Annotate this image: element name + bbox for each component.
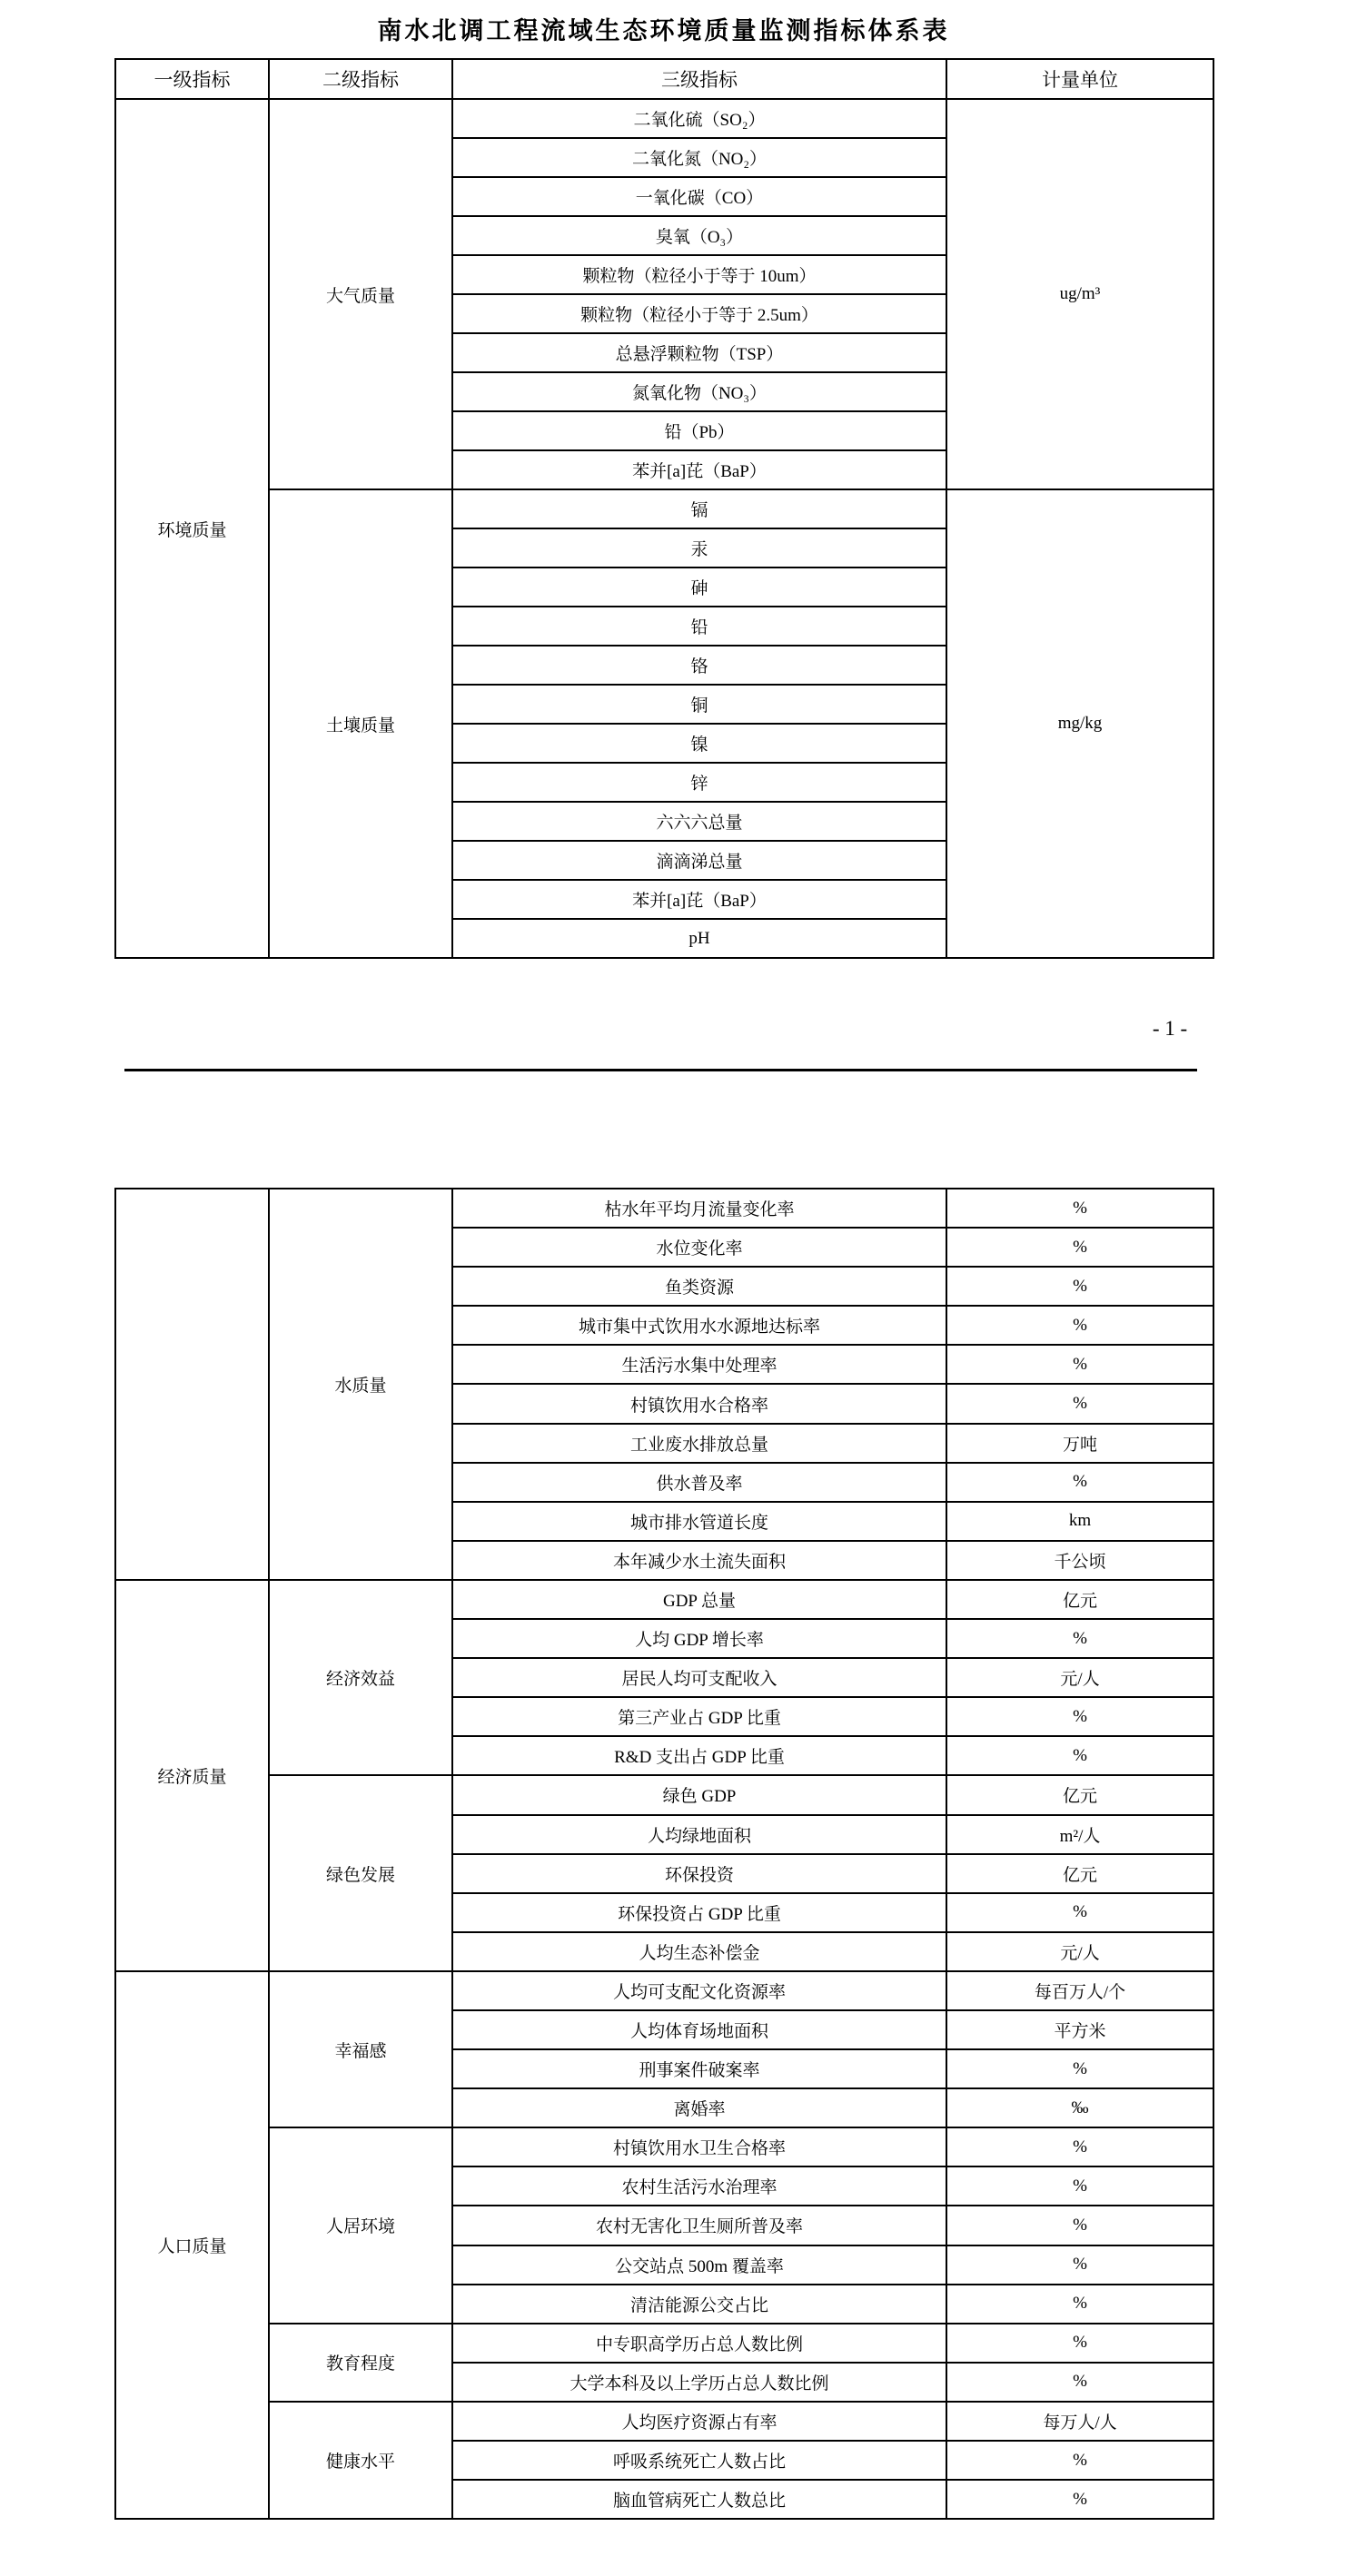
unit-cell: % [946,1228,1213,1267]
unit-cell: 万吨 [946,1424,1213,1463]
page-title: 南水北调工程流域生态环境质量监测指标体系表 [377,17,950,44]
unit-cell: % [946,1345,1213,1384]
level3-indicator-cell: 人均绿地面积 [452,1815,946,1854]
indicator-table-page2 [114,1188,1214,2520]
level2-indicator-cell: 水质量 [269,1189,452,1580]
unit-cell: % [946,2324,1213,2363]
unit-cell: ‰ [946,2088,1213,2127]
level3-indicator-cell: 第三产业占 GDP 比重 [452,1697,946,1736]
unit-cell: 每百万人/个 [946,1971,1213,2010]
unit-cell: % [946,1697,1213,1736]
level3-indicator-cell: 呼吸系统死亡人数占比 [452,2441,946,2480]
level3-indicator-cell: 农村生活污水治理率 [452,2166,946,2206]
level3-indicator-cell: 人均生态补偿金 [452,1932,946,1971]
level3-indicator-cell: 人均可支配文化资源率 [452,1971,946,2010]
level3-indicator-cell: 供水普及率 [452,1463,946,1502]
level2-indicator-cell: 幸福感 [269,1971,452,2127]
level3-indicator-cell: R&D 支出占 GDP 比重 [452,1736,946,1775]
unit-cell: % [946,2166,1213,2206]
unit-cell: % [946,1463,1213,1502]
level2-indicator-cell: 土壤质量 [269,489,452,958]
level2-indicator-cell: 绿色发展 [269,1775,452,1970]
table-row [115,2324,1213,2363]
level3-indicator-cell: 人均体育场地面积 [452,2010,946,2049]
level3-indicator-cell: 离婚率 [452,2088,946,2127]
unit-cell: % [946,2363,1213,2402]
level3-indicator-cell: 村镇饮用水合格率 [452,1384,946,1423]
level3-indicator-cell: 公交站点 500m 覆盖率 [452,2245,946,2285]
level3-indicator-cell: 镉 [452,489,946,528]
level2-indicator-cell: 人居环境 [269,2127,452,2323]
level3-indicator-cell: 苯并[a]芘（BaP） [452,450,946,489]
unit-cell: 亿元 [946,1854,1213,1893]
level1-indicator-cell [115,1189,269,1580]
level3-indicator-cell: 本年减少水土流失面积 [452,1541,946,1580]
level3-indicator-cell: 总悬浮颗粒物（TSP） [452,333,946,372]
level3-indicator-cell: 大学本科及以上学历占总人数比例 [452,2363,946,2402]
level3-indicator-cell: 居民人均可支配收入 [452,1658,946,1697]
level3-indicator-cell: 汞 [452,528,946,568]
unit-cell: % [946,1893,1213,1932]
level3-indicator-cell: 水位变化率 [452,1228,946,1267]
level3-indicator-cell: 臭氧（O₃） [452,216,946,255]
unit-cell: m²/人 [946,1815,1213,1854]
level3-indicator-cell: 脑血管病死亡人数总比 [452,2480,946,2519]
level3-indicator-cell: 人均医疗资源占有率 [452,2402,946,2441]
level2-indicator-cell: 健康水平 [269,2402,452,2519]
level3-indicator-cell: GDP 总量 [452,1580,946,1619]
level3-indicator-cell: 氮氧化物（NO₃） [452,372,946,411]
unit-cell: % [946,1189,1213,1228]
page-number: - 1 - [1152,1017,1188,1040]
unit-cell: 亿元 [946,1580,1213,1619]
unit-cell: % [946,2049,1213,2088]
level3-indicator-cell: 枯水年平均月流量变化率 [452,1189,946,1228]
unit-cell: mg/kg [946,489,1213,958]
indicator-table-page1 [114,58,1214,959]
level3-indicator-cell: 刑事案件破案率 [452,2049,946,2088]
unit-cell: 平方米 [946,2010,1213,2049]
unit-cell: 元/人 [946,1658,1213,1697]
level3-indicator-cell: 砷 [452,568,946,607]
column-header-level3: 三级指标 [452,59,946,99]
level3-indicator-cell: 颗粒物（粒径小于等于 2.5um） [452,294,946,333]
table-row [115,1580,1213,1619]
table-row [115,99,1213,138]
level3-indicator-cell: 二氧化硫（SO₂） [452,99,946,138]
column-header-level2: 二级指标 [269,59,452,99]
table-row [115,2402,1213,2441]
unit-cell: 千公顷 [946,1541,1213,1580]
unit-cell: % [946,2245,1213,2285]
level3-indicator-cell: 铬 [452,646,946,685]
level3-indicator-cell: 城市集中式饮用水水源地达标率 [452,1306,946,1345]
level2-indicator-cell: 教育程度 [269,2324,452,2402]
unit-cell: % [946,2206,1213,2245]
table-row [115,2127,1213,2166]
unit-cell: % [946,1306,1213,1345]
level3-indicator-cell: 工业废水排放总量 [452,1424,946,1463]
level3-indicator-cell: pH [452,919,946,958]
level3-indicator-cell: 鱼类资源 [452,1267,946,1306]
page-break-line [124,1069,1197,1071]
level3-indicator-cell: 滴滴涕总量 [452,841,946,880]
unit-cell: ug/m³ [946,99,1213,489]
unit-cell: % [946,2480,1213,2519]
level3-indicator-cell: 村镇饮用水卫生合格率 [452,2127,946,2166]
level3-indicator-cell: 锌 [452,763,946,802]
level3-indicator-cell: 苯并[a]芘（BaP） [452,880,946,919]
level3-indicator-cell: 农村无害化卫生厕所普及率 [452,2206,946,2245]
unit-cell: 元/人 [946,1932,1213,1971]
column-header-unit: 计量单位 [946,59,1213,99]
column-header-level1: 一级指标 [115,59,269,99]
unit-cell: % [946,2441,1213,2480]
level3-indicator-cell: 人均 GDP 增长率 [452,1619,946,1658]
table-row [115,1775,1213,1814]
table-row [115,1971,1213,2010]
unit-cell: % [946,1619,1213,1658]
unit-cell: % [946,1736,1213,1775]
level3-indicator-cell: 铅（Pb） [452,411,946,450]
unit-cell: 亿元 [946,1775,1213,1814]
level3-indicator-cell: 颗粒物（粒径小于等于 10um） [452,255,946,294]
unit-cell: % [946,2127,1213,2166]
level3-indicator-cell: 二氧化氮（NO₂） [452,138,946,177]
unit-cell: % [946,1267,1213,1306]
level3-indicator-cell: 环保投资占 GDP 比重 [452,1893,946,1932]
level3-indicator-cell: 环保投资 [452,1854,946,1893]
level2-indicator-cell: 大气质量 [269,99,452,489]
level3-indicator-cell: 城市排水管道长度 [452,1502,946,1541]
level3-indicator-cell: 生活污水集中处理率 [452,1345,946,1384]
level3-indicator-cell: 镍 [452,724,946,763]
unit-cell: % [946,2285,1213,2324]
table-row [115,489,1213,528]
level3-indicator-cell: 铅 [452,607,946,646]
level3-indicator-cell: 六六六总量 [452,802,946,841]
level1-indicator-cell: 经济质量 [115,1580,269,1971]
level3-indicator-cell: 清洁能源公交占比 [452,2285,946,2324]
unit-cell: km [946,1502,1213,1541]
level1-indicator-cell: 环境质量 [115,99,269,958]
level2-indicator-cell: 经济效益 [269,1580,452,1775]
level3-indicator-cell: 铜 [452,685,946,724]
level3-indicator-cell: 中专职高学历占总人数比例 [452,2324,946,2363]
table-header-row [115,59,1213,99]
unit-cell: 每万人/人 [946,2402,1213,2441]
level3-indicator-cell: 一氧化碳（CO） [452,177,946,216]
level3-indicator-cell: 绿色 GDP [452,1775,946,1814]
unit-cell: % [946,1384,1213,1423]
table-row [115,1189,1213,1228]
level1-indicator-cell: 人口质量 [115,1971,269,2519]
